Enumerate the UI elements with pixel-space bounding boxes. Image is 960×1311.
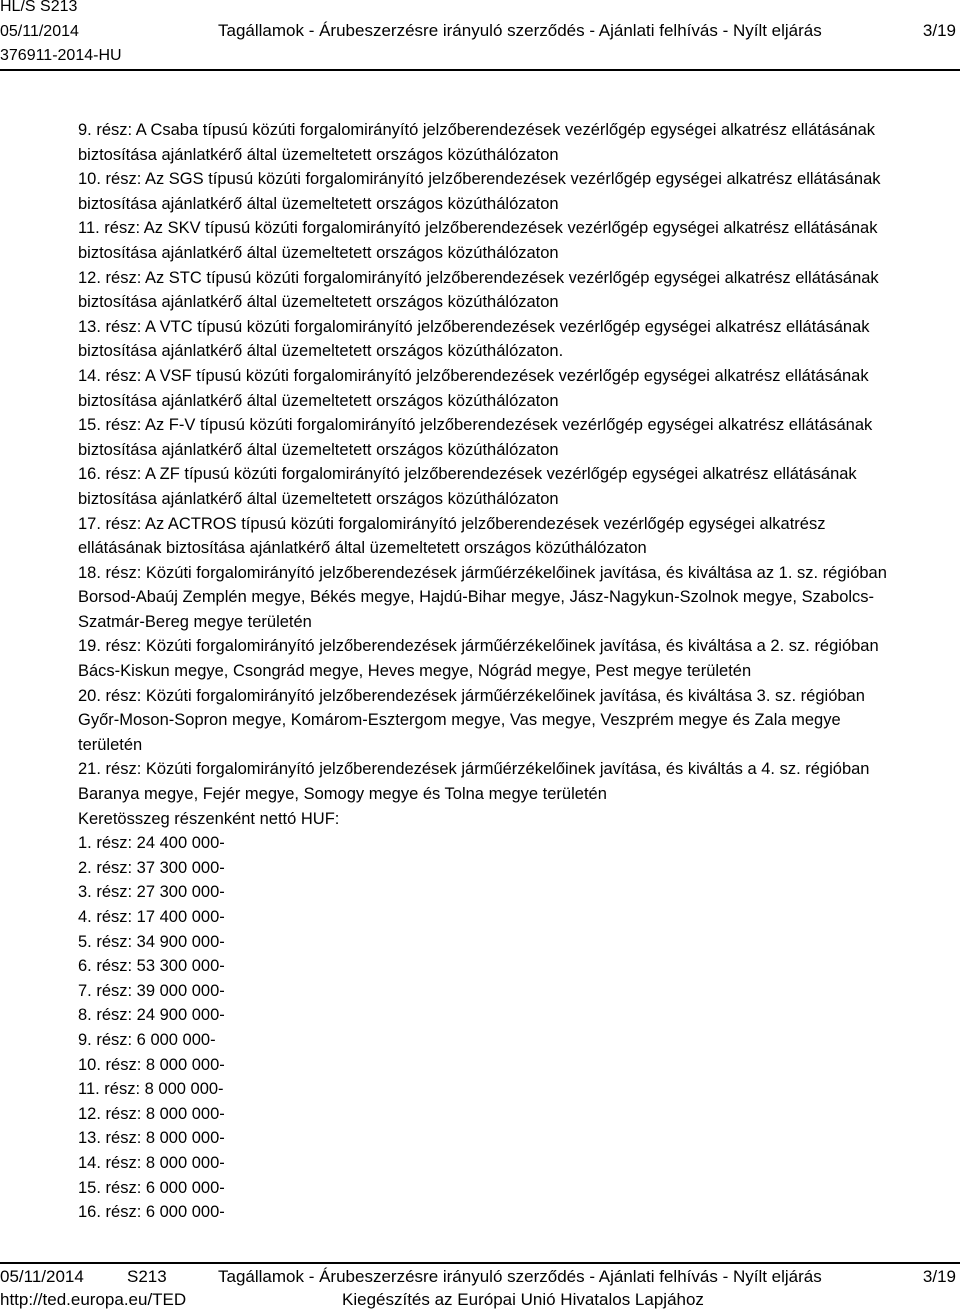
text-line: biztosítása ajánlatkérő által üzemeltetett országos közúthálózaton	[78, 243, 559, 262]
text-line: 9. rész: A Csaba típusú közúti forgalomirányító jelzőberendezések vezérlőgép egységei alkatrész ellátásának	[78, 121, 876, 139]
text-line: 21. rész: Közúti forgalomirányító jelzőberendezések járműérzékelőinek javítása, és kiváltás a 4. sz. régióban	[78, 760, 870, 779]
text-line: biztosítása ajánlatkérő által üzemeltetett országos közúthálózaton	[78, 440, 559, 459]
text-line: Szatmár-Bereg megye területén	[78, 612, 312, 631]
text-line: 20. rész: Közúti forgalomirányító jelzőberendezések járműérzékelőinek javítása, és kiváltása 3. sz. régióban	[78, 686, 865, 705]
text-line: 15. rész: Az F-V típusú közúti forgalomirányító jelzőberendezések vezérlőgép egységei alkatrész ellátásának	[78, 416, 873, 435]
text-line: 3. rész: 27 300 000-	[78, 883, 225, 902]
text-line: 9. rész: 6 000 000-	[78, 1030, 216, 1049]
notice-id: 376911-2014-HU	[0, 47, 122, 64]
text-line: 12. rész: 8 000 000-	[78, 1104, 225, 1123]
text-line: 15. rész: 6 000 000-	[78, 1178, 225, 1197]
text-line: 8. rész: 24 900 000-	[78, 1006, 225, 1025]
header-divider	[0, 69, 960, 71]
footer-supplement: Kiegészítés az Európai Unió Hivatalos Lapjához	[342, 1290, 704, 1309]
text-line: 18. rész: Közúti forgalomirányító jelzőberendezések járműérzékelőinek javítása, és kiváltása az 1. sz. régióban	[78, 563, 887, 582]
text-line: biztosítása ajánlatkérő által üzemeltetett országos közúthálózaton	[78, 194, 559, 213]
footer-divider	[0, 1262, 960, 1264]
doc-code: HL/S S213	[0, 0, 78, 15]
text-line: 10. rész: Az SGS típusú közúti forgalomirányító jelzőberendezések vezérlőgép egységei alkatrész ellátásának	[78, 170, 881, 189]
text-line: Bács-Kiskun megye, Csongrád megye, Heves megye, Nógrád megye, Pest megye területén	[78, 662, 752, 681]
text-line: 5. rész: 34 900 000-	[78, 932, 225, 951]
text-line: 1. rész: 24 400 000-	[78, 834, 225, 853]
footer-url[interactable]: http://ted.europa.eu/TED	[0, 1290, 187, 1309]
text-line: Baranya megye, Fejér megye, Somogy megye és Tolna megye területén	[78, 785, 607, 804]
footer-title: Tagállamok - Árubeszerzésre irányuló szerződés - Ajánlati felhívás - Nyílt eljárás	[218, 1267, 822, 1286]
text-line: 6. rész: 53 300 000-	[78, 957, 225, 976]
text-line: 16. rész: A ZF típusú közúti forgalomirányító jelzőberendezések vezérlőgép egységei alkatrész ellátásának	[78, 465, 857, 484]
header-page-number: 3/19	[922, 21, 956, 40]
text-line: 12. rész: Az STC típusú közúti forgalomirányító jelzőberendezések vezérlőgép egységei alkatrész ellátásának	[78, 268, 879, 287]
text-line: 14. rész: A VSF típusú közúti forgalomirányító jelzőberendezések vezérlőgép egységei alkatrész ellátásának	[78, 366, 869, 385]
text-line: 13. rész: A VTC típusú közúti forgalomirányító jelzőberendezések vezérlőgép egységei alkatrész ellátásának	[78, 317, 870, 336]
text-line: 10. rész: 8 000 000-	[78, 1055, 225, 1074]
text-line: ellátásának biztosítása ajánlatkérő által üzemeltetett országos közúthálózaton	[78, 539, 647, 558]
text-line: Borsod-Abaúj Zemplén megye, Békés megye, Hajdú-Bihar megye, Jász-Nagykun-Szolnok megye, Szabolcs-	[78, 588, 875, 607]
text-line: területén	[78, 735, 143, 754]
text-line: 11. rész: 8 000 000-	[78, 1080, 224, 1099]
text-line: 13. rész: 8 000 000-	[78, 1129, 225, 1148]
text-line: 14. rész: 8 000 000-	[78, 1153, 225, 1172]
text-line: biztosítása ajánlatkérő által üzemeltetett országos közúthálózaton	[78, 145, 559, 164]
footer-date: 05/11/2014	[0, 1267, 84, 1286]
text-line: 16. rész: 6 000 000-	[78, 1203, 225, 1222]
text-line: Keretösszeg részenként nettó HUF:	[78, 809, 340, 828]
page-footer	[0, 1262, 960, 1311]
text-line: 17. rész: Az ACTROS típusú közúti forgalomirányító jelzőberendezések vezérlőgép egységei alkatrész	[78, 514, 826, 533]
document-body	[78, 118, 948, 1225]
footer-page-number: 3/19	[922, 1267, 956, 1286]
page-header	[0, 0, 960, 72]
text-line: 2. rész: 37 300 000-	[78, 858, 225, 877]
header-date: 05/11/2014	[0, 23, 79, 40]
header-title: Tagállamok - Árubeszerzésre irányuló szerződés - Ajánlati felhívás - Nyílt eljárás	[218, 21, 822, 40]
text-line: 11. rész: Az SKV típusú közúti forgalomirányító jelzőberendezések vezérlőgép egységei alkatrész ellátásának	[78, 219, 878, 238]
text-line: biztosítása ajánlatkérő által üzemeltetett országos közúthálózaton.	[78, 342, 564, 361]
text-line: biztosítása ajánlatkérő által üzemeltetett országos közúthálózaton	[78, 293, 559, 312]
text-line: biztosítása ajánlatkérő által üzemeltetett országos közúthálózaton	[78, 489, 559, 508]
text-line: 7. rész: 39 000 000-	[78, 981, 225, 1000]
footer-code: S213	[127, 1267, 167, 1286]
text-line: 4. rész: 17 400 000-	[78, 908, 225, 926]
text-line: 19. rész: Közúti forgalomirányító jelzőberendezések járműérzékelőinek javítása, és kiváltása a 2. sz. régióban	[78, 637, 879, 656]
text-line: biztosítása ajánlatkérő által üzemeltetett országos közúthálózaton	[78, 391, 559, 410]
text-line: Győr-Moson-Sopron megye, Komárom-Esztergom megye, Vas megye, Veszprém megye és Zala megye	[78, 711, 841, 730]
